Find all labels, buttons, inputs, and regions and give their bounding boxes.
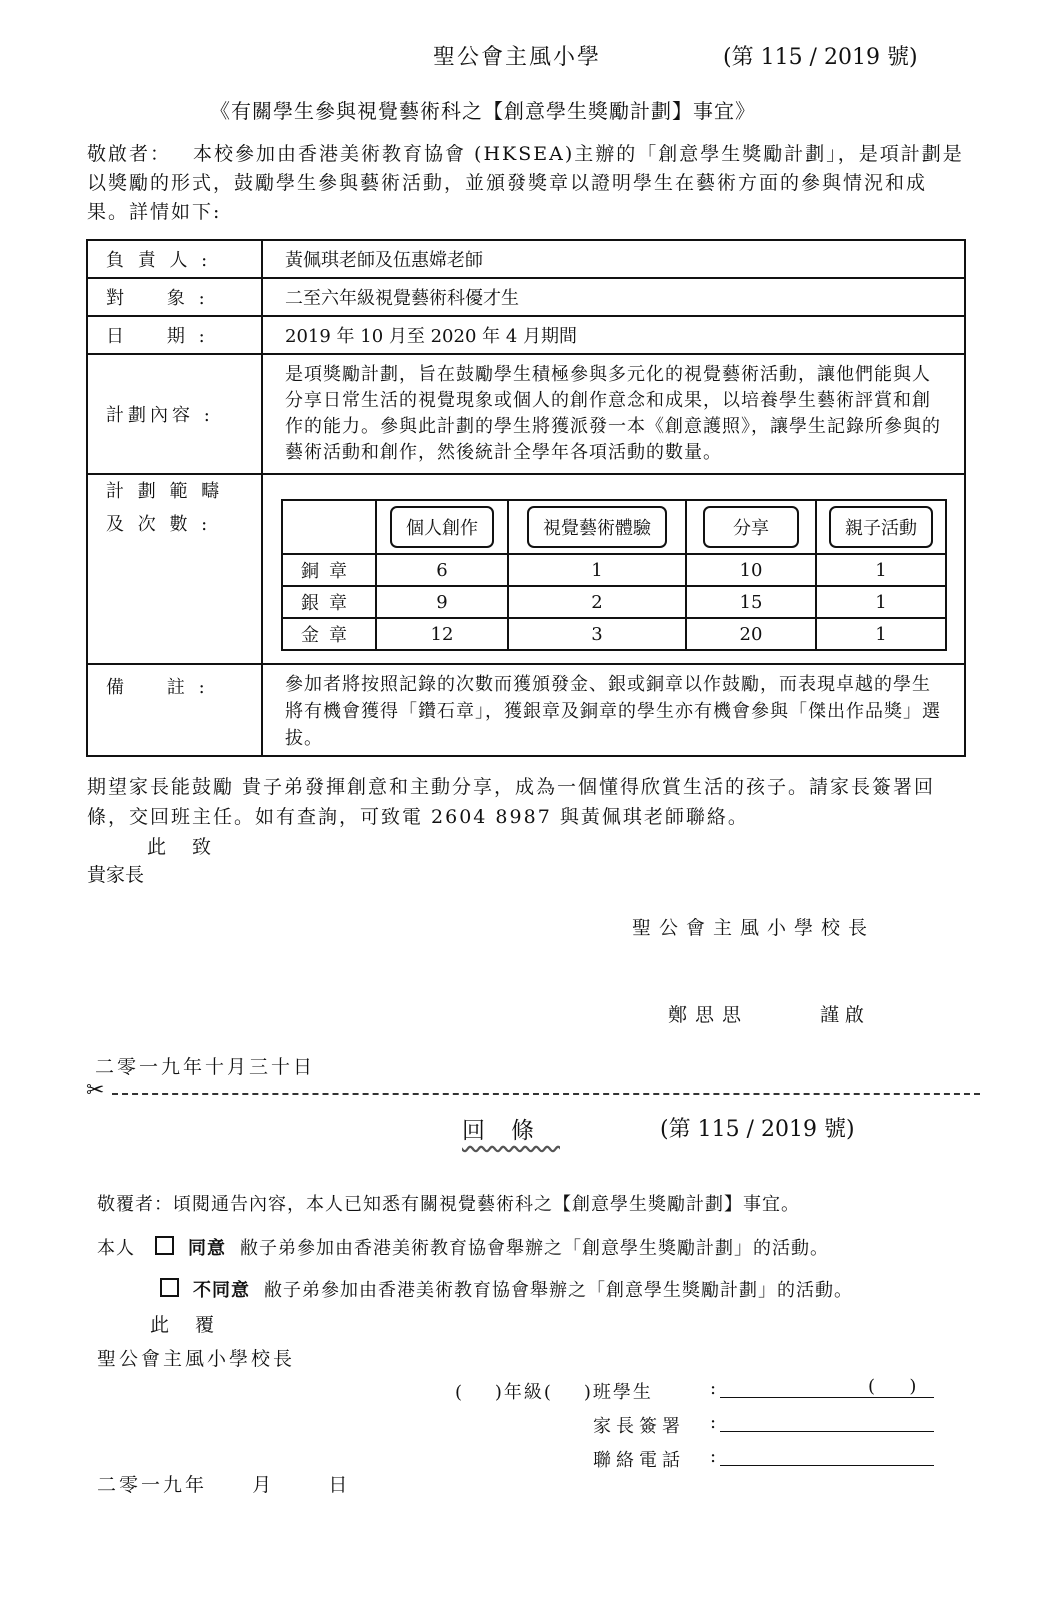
notice-subject: 《有關學生參與視覺藝術科之【創意學生獎勵計劃】事宜》 xyxy=(210,99,756,123)
details-table xyxy=(86,239,966,757)
colon: : xyxy=(710,1446,717,1467)
notice-date: 二零一九年十月三十日 xyxy=(95,1056,316,1078)
parent-signature-field[interactable] xyxy=(720,1431,934,1432)
badge-table-header xyxy=(282,500,946,554)
closing-paragraph: 期望家長能鼓勵 貴子弟發揮創意和主動分享，成為一個懂得欣賞生活的孩子。請家長簽署回條，交回班主任。如有查詢，可致電 2604 8987 與黃佩琪老師聯絡。 xyxy=(87,776,936,828)
header-cell xyxy=(508,500,686,554)
badge-value: 12 xyxy=(376,618,508,650)
disagree-option-text: 敝子弟參加由香港美術教育協會舉辦之「創意學生獎勵計劃」的活動。 xyxy=(264,1280,853,1301)
respect-sign-off: 謹啟 xyxy=(820,1004,871,1026)
student-name-field[interactable] xyxy=(720,1397,934,1398)
agree-label: 同意 xyxy=(188,1238,226,1259)
content-value: 是項獎勵計劃，旨在鼓勵學生積極參與多元化的視覺藝術活動，讓他們能與人分享日常生活的視覺現象或個人的創作意念和成果，以培養學生藝術評賞和創作的能力。參與此計劃的學生將獲派發一本《創意護照》，讓學生記錄所參與的藝術活動和創作，然後統計全學年各項活動的數量。 xyxy=(262,354,965,474)
closing-ci-zhi: 此致 xyxy=(147,836,238,858)
badge-table-corner xyxy=(282,500,376,554)
badge-value: 20 xyxy=(686,618,816,650)
badge-value: 1 xyxy=(816,586,946,618)
intro-paragraph xyxy=(87,140,967,227)
badge-name: 銅章 xyxy=(282,554,376,586)
header-parent-child: 親子活動 xyxy=(829,506,933,548)
content-label: 計劃內容 : xyxy=(87,354,262,474)
agree-checkbox[interactable] xyxy=(155,1236,174,1255)
row-target xyxy=(87,278,965,316)
header-cell xyxy=(816,500,946,554)
reply-slip-title: 回條 xyxy=(462,1118,560,1144)
scope-label-line-2: 及 次 數 : xyxy=(106,514,212,535)
scope-cell xyxy=(262,474,965,664)
target-value: 二至六年級視覺藝術科優才生 xyxy=(262,278,965,316)
badge-value: 15 xyxy=(686,586,816,618)
date-label: 日 期 : xyxy=(87,316,262,354)
cut-line xyxy=(112,1093,980,1095)
header-personal-creation: 個人創作 xyxy=(390,506,494,548)
row-plan-content xyxy=(87,354,965,474)
self-label: 本人 xyxy=(97,1238,135,1259)
disagree-label: 不同意 xyxy=(193,1280,250,1301)
reply-principal: 聖公會主風小學校長 xyxy=(97,1348,296,1370)
reply-ci-fu: 此覆 xyxy=(150,1314,241,1336)
badge-value: 6 xyxy=(376,554,508,586)
to-parents: 貴家長 xyxy=(87,864,145,886)
salutation: 敬啟者： xyxy=(87,143,172,165)
badge-value: 1 xyxy=(816,618,946,650)
class-field-label: ( )年級( )班學生 xyxy=(455,1382,653,1403)
scope-label xyxy=(87,474,262,664)
badge-name: 金章 xyxy=(282,618,376,650)
badge-row-bronze xyxy=(282,554,946,586)
badge-table xyxy=(281,499,947,651)
badge-value: 2 xyxy=(508,586,686,618)
target-label: 對 象 : xyxy=(87,278,262,316)
badge-value: 10 xyxy=(686,554,816,586)
header-cell xyxy=(376,500,508,554)
remark-value: 參加者將按照記錄的次數而獲頒發金、銀或銅章以作鼓勵，而表現卓越的學生將有機會獲得「鑽石章」，獲銀章及銅章的學生亦有機會參與「傑出作品獎」選拔。 xyxy=(262,664,965,756)
colon: : xyxy=(710,1378,717,1399)
badge-row-gold xyxy=(282,618,946,650)
option-agree xyxy=(97,1234,829,1260)
school-name: 聖公會主風小學 xyxy=(433,45,602,70)
badge-value: 9 xyxy=(376,586,508,618)
date-value: 2019 年 10 月至 2020 年 4 月期間 xyxy=(262,316,965,354)
contact-phone-label: 聯絡電話 xyxy=(593,1450,685,1471)
notice-number: (第 115 / 2019 號) xyxy=(723,45,918,70)
row-scope xyxy=(87,474,965,664)
parent-signature-label: 家長簽署 xyxy=(593,1416,685,1437)
principal-name: 鄭思思 xyxy=(668,1004,750,1026)
badge-name: 銀章 xyxy=(282,586,376,618)
header-sharing: 分享 xyxy=(703,506,799,548)
intro-text: 本校參加由香港美術教育協會 (HKSEA)主辦的「創意學生獎勵計劃」，是項計劃是以獎勵的形式，鼓勵學生參與藝術活動，並頒發獎章以證明學生在藝術方面的參與情況和成果。詳情如下: xyxy=(87,143,964,223)
row-in-charge xyxy=(87,240,965,278)
scissors-icon: ✂ xyxy=(86,1078,105,1103)
reply-text: 敬覆者：頃閱通告內容，本人已知悉有關視覺藝術科之【創意學生獎勵計劃】事宜。 xyxy=(97,1194,800,1215)
option-disagree xyxy=(160,1276,853,1302)
colon: : xyxy=(710,1412,717,1433)
remark-label: 備 註 : xyxy=(87,664,262,756)
badge-row-silver xyxy=(282,586,946,618)
agree-option-text: 敝子弟參加由香港美術教育協會舉辦之「創意學生獎勵計劃」的活動。 xyxy=(240,1238,829,1259)
badge-value: 1 xyxy=(508,554,686,586)
row-remark xyxy=(87,664,965,756)
reply-notice-number: (第 115 / 2019 號) xyxy=(660,1117,855,1142)
principal-title: 聖公會主風小學校長 xyxy=(632,917,876,939)
scope-label-line-1: 計 劃 範 疇 xyxy=(106,481,224,502)
reply-date: 二零一九年 月 日 xyxy=(97,1474,351,1496)
header-cell xyxy=(686,500,816,554)
disagree-checkbox[interactable] xyxy=(160,1278,179,1297)
badge-value: 1 xyxy=(816,554,946,586)
header-art-experience: 視覺藝術體驗 xyxy=(527,506,667,548)
badge-value: 3 xyxy=(508,618,686,650)
row-date xyxy=(87,316,965,354)
in-charge-label: 負 責 人 : xyxy=(87,240,262,278)
contact-phone-field[interactable] xyxy=(720,1465,934,1466)
in-charge-value: 黃佩琪老師及伍惠嫦老師 xyxy=(262,240,965,278)
student-number-paren: ( ) xyxy=(868,1376,917,1397)
